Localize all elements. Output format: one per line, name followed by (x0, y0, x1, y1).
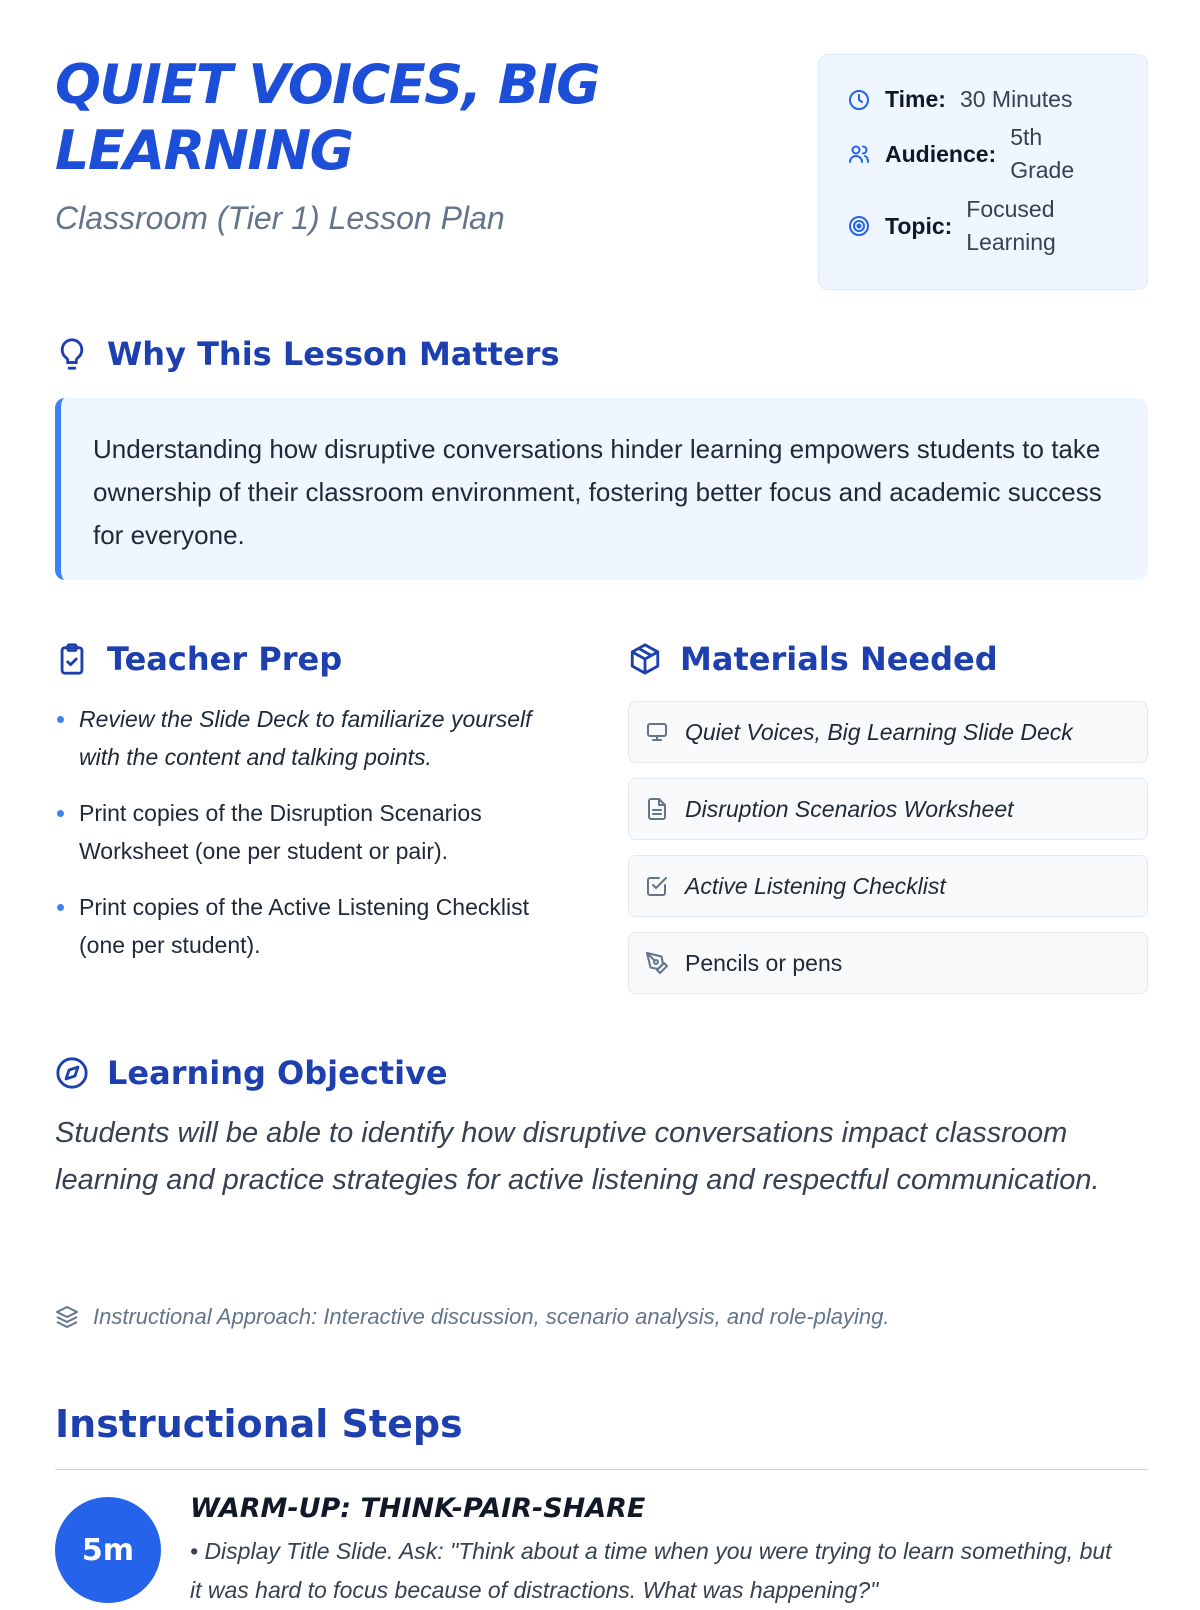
users-icon (847, 142, 871, 166)
approach-text: Instructional Approach: Interactive discussion, scenario analysis, and role-playing. (93, 1304, 890, 1329)
monitor-icon (645, 720, 669, 744)
why-heading-text: Why This Lesson Matters (107, 335, 560, 373)
info-topic (847, 193, 1076, 259)
step-title: WARM-UP: THINK-PAIR-SHARE (190, 1493, 646, 1524)
materials-item-label: Pencils or pens (685, 949, 843, 976)
package-icon (628, 642, 662, 676)
lightbulb-icon (55, 337, 89, 371)
page-subtitle: Classroom (Tier 1) Lesson Plan (55, 200, 505, 236)
info-time (847, 83, 1072, 116)
materials-heading-text: Materials Needed (680, 640, 998, 678)
objective-heading-text: Learning Objective (107, 1054, 448, 1092)
document-icon (645, 797, 669, 821)
audience-value: 5th Grade (1010, 124, 1075, 183)
instructional-steps-heading: Instructional Steps (55, 1402, 463, 1446)
list-item: Print copies of the Active Listening Checklist (one per student). (55, 888, 575, 964)
time-value: 30 Minutes (959, 86, 1073, 112)
why-heading (55, 335, 560, 373)
divider (55, 1469, 1148, 1470)
checkbox-icon (645, 874, 669, 898)
learning-objective-text: Students will be able to identify how disruptive conversations impact classroom learning and practice strategies for active listening and respectful communication. (55, 1117, 1100, 1196)
time-label: Time: (885, 86, 946, 112)
list-item: Review the Slide Deck to familiarize yourself with the content and talking points. (55, 700, 575, 776)
clipboard-check-icon (55, 642, 89, 676)
lesson-info-card (818, 54, 1148, 290)
page-title: QUIET VOICES, BIG LEARNING (55, 53, 600, 182)
materials-item-worksheet (628, 778, 1148, 840)
materials-item-slide-deck (628, 701, 1148, 763)
instructional-approach (55, 1304, 890, 1330)
teacher-prep-list (55, 700, 575, 964)
clock-icon (847, 88, 871, 112)
topic-label: Topic: (885, 212, 953, 239)
materials-item-checklist (628, 855, 1148, 917)
target-icon (847, 214, 871, 238)
compass-icon (55, 1056, 89, 1090)
info-audience (847, 121, 1080, 187)
layers-icon (55, 1305, 79, 1329)
materials-item-pencils (628, 932, 1148, 994)
audience-label: Audience: (885, 140, 997, 167)
prep-heading (55, 640, 342, 678)
step-body: • Display Title Slide. Ask: "Think about a time when you were trying to learn something, but it was hard to focus because of distractions. What was happening?" (190, 1538, 1112, 1603)
materials-heading (628, 640, 998, 678)
why-callout: Understanding how disruptive conversations hinder learning empowers students to take ownership of their classroom environment, fostering better focus and academic success for everyone. (55, 398, 1148, 580)
objective-heading (55, 1054, 448, 1092)
materials-item-label: Quiet Voices, Big Learning Slide Deck (685, 718, 1073, 745)
list-item: Print copies of the Disruption Scenarios Worksheet (one per student or pair). (55, 794, 575, 870)
materials-item-label: Disruption Scenarios Worksheet (685, 795, 1014, 822)
prep-heading-text: Teacher Prep (107, 640, 343, 678)
materials-item-label: Active Listening Checklist (685, 872, 946, 899)
topic-value: Focused Learning (966, 196, 1056, 255)
pen-icon (645, 951, 669, 975)
step-duration-badge: 5m (55, 1497, 161, 1603)
